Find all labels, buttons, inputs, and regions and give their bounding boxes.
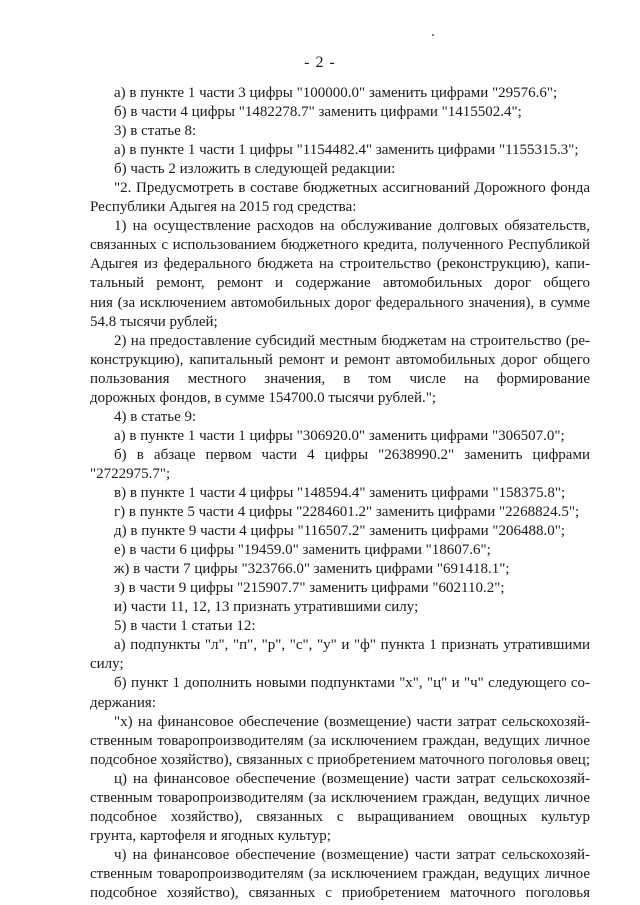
text-line-content: а) подпункты "л", "п", "р", "с", "у" и "ф" пункта 1 признать утратившими: [114, 637, 590, 654]
text-line-content: а) в пункте 1 части 3 цифры "100000.0" заменить цифрами "29576.6";: [114, 85, 558, 101]
text-line-content: держания:: [90, 694, 156, 711]
text-line: [0, 732, 640, 751]
text-line-content: ственным товаропроизводителям (за исключением граждан, ведущих личное: [90, 865, 590, 882]
text-line: [0, 446, 640, 465]
text-line: [0, 636, 640, 655]
text-line: [0, 617, 640, 636]
text-line: [0, 484, 640, 503]
text-line: [0, 370, 640, 389]
text-line: [0, 255, 640, 274]
text-line: [0, 294, 640, 313]
text-line-content: 2) на предоставление субсидий местным бюджетам на строительство (ре-: [114, 332, 590, 349]
text-line: [0, 846, 640, 865]
text-line: [0, 179, 640, 198]
text-line-content: "х) на финансовое обеспечение (возмещение) части затрат сельскохозяй-: [114, 713, 590, 730]
text-line-content: пользования местного значения, в том числе на формирование: [90, 370, 590, 387]
text-line: [0, 389, 640, 408]
text-line-content: подсобное хозяйство), связанных с выращиванием овощных культур: [90, 808, 590, 825]
text-line-content: з) в части 9 цифры "215907.7" заменить цифрами "602110.2";: [114, 580, 505, 597]
text-line-content: дорожных фондов, в сумме 154700.0 тысячи рублей.";: [90, 389, 437, 406]
text-line-content: 4) в статье 9:: [114, 408, 197, 425]
text-line-content: "2. Предусмотреть в составе бюджетных ассигнований Дорожного фонда: [114, 180, 590, 197]
text-line: [0, 713, 640, 732]
text-line: [0, 560, 640, 579]
text-line-content: подсобное хозяйство), связанных с приобретением маточного поголовья: [90, 884, 590, 901]
text-line: [0, 579, 640, 598]
text-line: [0, 122, 640, 141]
text-line: [0, 332, 640, 351]
text-line-content: "2722975.7";: [90, 465, 171, 482]
text-line: [0, 103, 640, 122]
text-line-content: д) в пункте 9 части 4 цифры "116507.2" заменить цифрами "206488.0";: [114, 523, 566, 540]
text-line: [0, 274, 640, 293]
text-line-content: б) в части 4 цифры "1482278.7" заменить цифрами "1415502.4";: [114, 104, 522, 121]
text-line: [0, 694, 640, 713]
text-line: [0, 236, 640, 255]
text-line: [0, 827, 640, 846]
text-line: [0, 808, 640, 827]
text-line: [0, 884, 640, 903]
text-line-content: б) часть 2 изложить в следующей редакции:: [114, 161, 396, 178]
text-line-content: ч) на финансовое обеспечение (возмещение) части затрат сельскохозяй-: [114, 846, 590, 863]
text-line-content: Республики Адыгея на 2015 год средства:: [90, 199, 357, 216]
text-line: [0, 198, 640, 217]
text-line-content: г) в пункте 5 части 4 цифры "2284601.2" заменить цифрами "2268824.5";: [114, 504, 580, 521]
text-line-content: а) в пункте 1 части 1 цифры "1154482.4" заменить цифрами "1155315.3";: [114, 142, 579, 159]
text-line: [0, 313, 640, 332]
text-line: [0, 655, 640, 674]
text-line: [0, 351, 640, 370]
text-line-content: конструкцию), капитальный ремонт и ремонт автомобильных дорог общего: [90, 351, 590, 368]
text-line: [0, 217, 640, 236]
text-line: [0, 541, 640, 560]
text-line: [0, 789, 640, 808]
text-line-content: ж) в части 7 цифры "323766.0" заменить цифрами "691418.1";: [114, 561, 510, 578]
text-line-content: а) в пункте 1 части 1 цифры "306920.0" заменить цифрами "306507.0";: [114, 427, 565, 444]
text-line: [0, 770, 640, 789]
text-line-content: Адыгея из федерального бюджета на строительство (реконструкцию), капи-: [90, 256, 590, 273]
text-line-content: 1) на осуществление расходов на обслуживание долговых обязательств,: [114, 218, 590, 235]
text-line-content: и) части 11, 12, 13 признать утратившими силу;: [114, 599, 419, 616]
text-line-content: в) в пункте 1 части 4 цифры "148594.4" заменить цифрами "158375.8";: [114, 484, 566, 501]
text-line: [0, 408, 640, 427]
text-line-content: 54.8 тысячи рублей;: [90, 313, 218, 330]
text-line-content: ния (за исключением автомобильных дорог федерального значения), в сумме: [90, 294, 590, 311]
text-line: [0, 503, 640, 522]
text-line-content: б) в абзаце первом части 4 цифры "2638990.2" заменить цифрами: [114, 446, 590, 463]
text-line: [0, 751, 640, 770]
text-line: [0, 84, 640, 103]
page-number: - 2 -: [304, 54, 336, 71]
text-line-content: 3) в статье 8:: [114, 123, 197, 140]
text-line-content: подсобное хозяйство), связанных с приобретением маточного поголовья овец;: [90, 751, 590, 768]
scan-speck: [432, 34, 434, 36]
text-line-content: силу;: [90, 656, 124, 673]
text-line-content: 5) в части 1 статьи 12:: [114, 618, 256, 635]
text-line-content: б) пункт 1 дополнить новыми подпунктами "х", "ц" и "ч" следующего со-: [114, 675, 590, 692]
text-line-content: е) в части 6 цифры "19459.0" заменить цифрами "18607.6";: [114, 542, 491, 559]
text-line: [0, 141, 640, 160]
text-line: [0, 160, 640, 179]
text-line-content: ственным товаропроизводителям (за исключением граждан, ведущих личное: [90, 732, 590, 749]
text-line: [0, 674, 640, 693]
text-line-content: тальный ремонт, ремонт и содержание автомобильных дорог общего: [90, 275, 590, 292]
document-body: [0, 84, 640, 903]
text-line: [0, 865, 640, 884]
text-line: [0, 465, 640, 484]
text-line: [0, 598, 640, 617]
text-line-content: связанных с использованием бюджетного кредита, полученного Республикой: [90, 237, 590, 254]
text-line-content: ц) на финансовое обеспечение (возмещение) части затрат сельскохозяй-: [114, 770, 590, 787]
text-line: [0, 522, 640, 541]
text-line-content: ственным товаропроизводителям (за исключением граждан, ведущих личное: [90, 789, 590, 806]
text-line-content: грунта, картофеля и ягодных культур;: [90, 827, 331, 844]
text-line: [0, 427, 640, 446]
